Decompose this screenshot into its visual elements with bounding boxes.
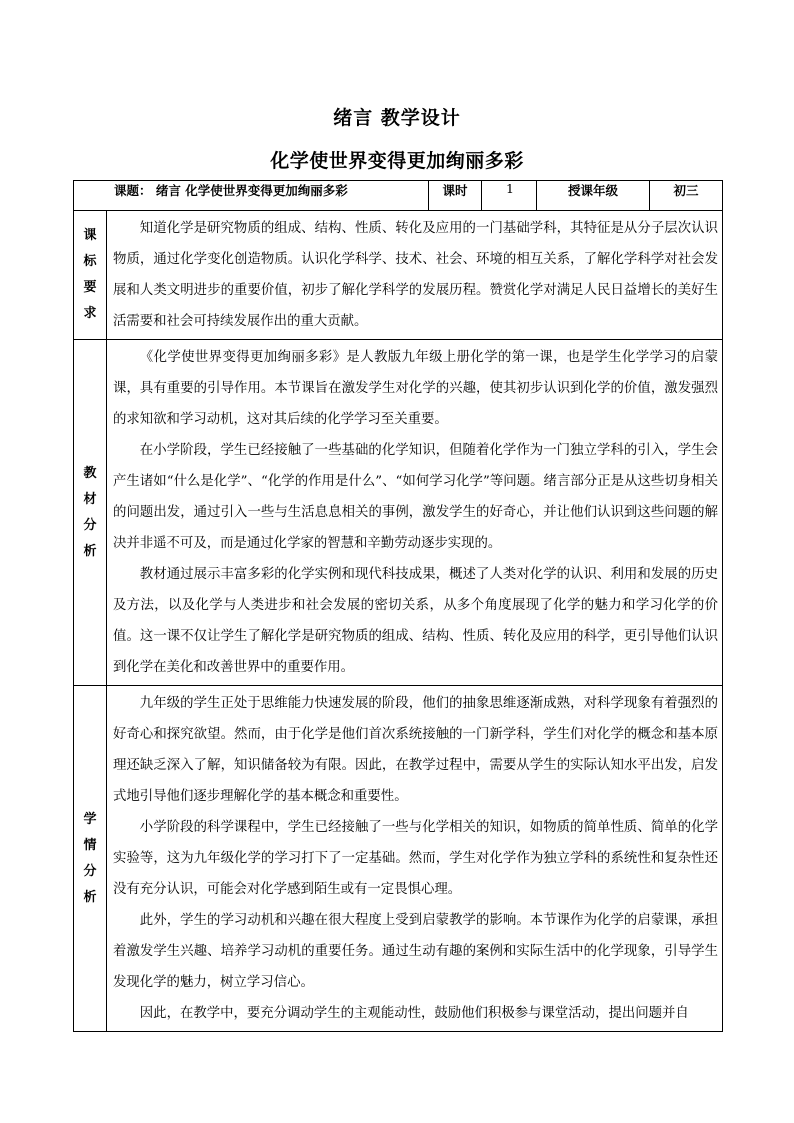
- document-subtitle: 化学使世界变得更加绚丽多彩: [270, 150, 524, 172]
- paragraph: 九年级的学生正处于思维能力快速发展的阶段，他们的抽象思维逐渐成熟，对科学现象有着强烈的好奇心和探究欲望。然而，由于化学是他们首次系统接触的一门新学科，学生们对化学的概念和基本原理还缺乏深入了解，知识储备较为有限。因此，在教学过程中，需要从学生的实际认知水平出发，启发式地引导他们逐步理解化学的基本概念和重要性。: [113, 696, 718, 804]
- learners-label: 学 情 分 析: [74, 686, 107, 1032]
- textbook-label: 教 材 分 析: [74, 340, 107, 686]
- paragraph: 教材通过展示丰富多彩的化学实例和现代科技成果，概述了人类对化学的认识、利用和发展的历史及方法，以及化学与人类进步和社会发展的密切关系，从多个角度展现了化学的魅力和学习化学的价值。这一课不仅让学生了解化学是研究物质的组成、结构、性质、转化及应用的科学，更引导他们认识到化学在美化和改善世界中的重要作用。: [113, 567, 718, 675]
- period-label: 课时: [429, 181, 482, 211]
- header-row: [74, 181, 723, 211]
- paragraph: 因此，在教学中，要充分调动学生的主观能动性，鼓励他们积极参与课堂活动，提出问题并自: [139, 1006, 689, 1021]
- topic-cell: 课题： 绪言 化学使世界变得更加绚丽多彩: [74, 181, 429, 211]
- lesson-plan-table: [73, 180, 723, 1032]
- standards-content: [107, 211, 723, 340]
- period-value: 1: [482, 181, 537, 211]
- standards-row: [74, 211, 723, 340]
- paragraph: 小学阶段的科学课程中，学生已经接触了一些与化学相关的知识，如物质的简单性质、简单的化学实验等，这为九年级化学的学习打下了一定基础。然而，学生对化学作为独立学科的系统性和复杂性还没有充分认识，可能会对化学感到陌生或有一定畏惧心理。: [113, 820, 718, 897]
- grade-label: 授课年级: [537, 181, 650, 211]
- textbook-content: [107, 340, 723, 686]
- textbook-row: [74, 340, 723, 686]
- paragraph: 知道化学是研究物质的组成、结构、性质、转化及应用的一门基础学科，其特征是从分子层次认识物质，通过化学变化创造物质。认识化学科学、技术、社会、环境的相互关系，了解化学科学对社会发展和人类文明进步的重要价值，初步了解化学科学的发展历程。赞赏化学对满足人民日益增长的美好生活需要和社会可持续发展作出的重大贡献。: [113, 221, 718, 329]
- standards-label: 课 标 要 求: [74, 211, 107, 340]
- document-title: 绪言 教学设计: [333, 107, 461, 129]
- paragraph: 《化学使世界变得更加绚丽多彩》是人教版九年级上册化学的第一课，也是学生化学学习的启蒙课，具有重要的引导作用。本节课旨在激发学生对化学的兴趣，使其初步认识到化学的价值，激发强烈的求知欲和学习动机，这对其后续的化学学习至关重要。: [113, 350, 718, 427]
- learners-row: [74, 686, 723, 1032]
- grade-value: 初三: [650, 181, 723, 211]
- paragraph: 在小学阶段，学生已经接触了一些基础的化学知识，但随着化学作为一门独立学科的引入，学生会产生诸如“什么是化学”、“化学的作用是什么”、“如何学习化学”等问题。绪言部分正是从这些切身相关的问题出发，通过引入一些与生活息息相关的事例，激发学生的好奇心，并让他们认识到这些问题的解决并非遥不可及，而是通过化学家的智慧和辛勤劳动逐步实现的。: [113, 443, 718, 551]
- paragraph: 此外，学生的学习动机和兴趣在很大程度上受到启蒙教学的影响。本节课作为化学的启蒙课，承担着激发学生兴趣、培养学习动机的重要任务。通过生动有趣的案例和实际生活中的化学现象，引导学生发现化学的魅力，树立学习信心。: [113, 913, 718, 990]
- learners-content: [107, 686, 723, 1032]
